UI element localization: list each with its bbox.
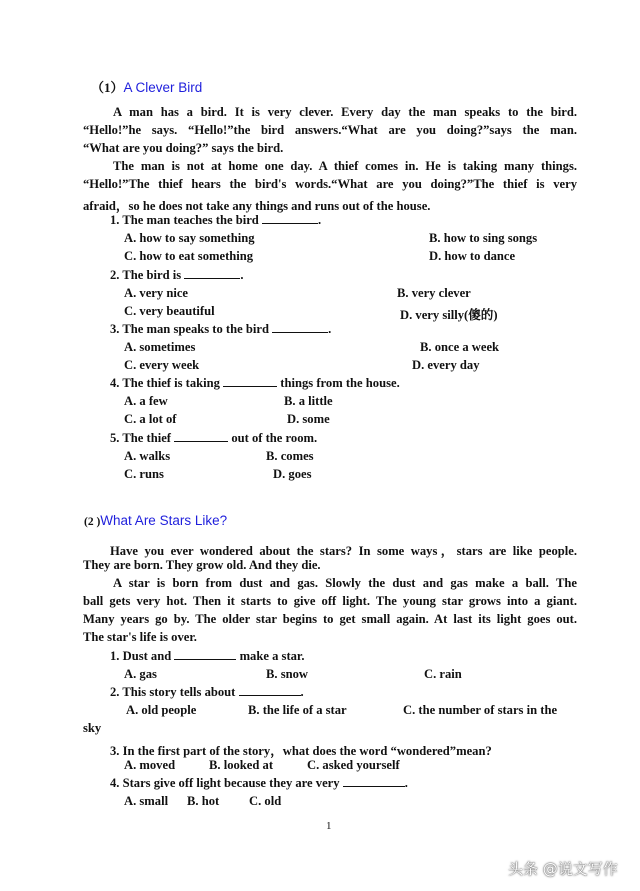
option[interactable]: C. runs: [124, 467, 164, 481]
option-continuation: sky: [83, 721, 102, 735]
passage-1-line: “Hello!”he says. “Hello!”the bird answers.“What are you doing?”says the man.: [83, 123, 577, 137]
option[interactable]: C. old: [249, 794, 282, 808]
answer-blank[interactable]: [223, 376, 277, 387]
question-stem: 1. The man teaches the bird .: [110, 213, 322, 227]
passage-2-title: What Are Stars Like?: [100, 513, 228, 528]
passage-2-line: Have you ever wondered about the stars? In some ways，stars are like people.: [110, 544, 577, 558]
option[interactable]: B. once a week: [420, 340, 500, 354]
passage-2-line: They are born. They grow old. And they die.: [83, 558, 321, 572]
answer-blank[interactable]: [184, 268, 240, 279]
answer-blank[interactable]: [174, 649, 236, 660]
option[interactable]: A. small: [124, 794, 169, 808]
passage-1-line: A man has a bird. It is very clever. Every day the man speaks to the bird.: [113, 105, 577, 119]
answer-blank[interactable]: [343, 776, 405, 787]
option[interactable]: A. a few: [124, 394, 168, 408]
passage-1-line: “Hello!”The thief hears the bird's words.“What are you doing?”The thief is very: [83, 177, 577, 191]
option[interactable]: B. hot: [187, 794, 220, 808]
option[interactable]: C. the number of stars in the: [403, 703, 558, 717]
question-stem: 5. The thief out of the room.: [110, 431, 318, 445]
option[interactable]: D. goes: [273, 467, 312, 481]
option[interactable]: A. gas: [124, 667, 157, 681]
question-stem: 1. Dust and make a star.: [110, 649, 305, 663]
answer-blank[interactable]: [174, 431, 228, 442]
option[interactable]: B. snow: [266, 667, 308, 681]
option[interactable]: A. walks: [124, 449, 171, 463]
option[interactable]: C. rain: [424, 667, 462, 681]
answer-blank[interactable]: [272, 322, 328, 333]
option[interactable]: D. every day: [412, 358, 480, 372]
question-stem: 4. The thief is taking things from the house.: [110, 376, 400, 390]
passage-1-title: A Clever Bird: [123, 80, 203, 95]
passage-2-line: Many years go by. The older star begins to get small again. At last its light goes out.: [83, 612, 577, 626]
option[interactable]: C. every week: [124, 358, 200, 372]
passage-2-heading: [84, 513, 227, 529]
option[interactable]: A. old people: [126, 703, 197, 717]
passage-2-line: The star's life is over.: [83, 630, 197, 644]
option[interactable]: C. a lot of: [124, 412, 177, 426]
option[interactable]: B. very clever: [397, 286, 471, 300]
question-stem: 4. Stars give off light because they are very .: [110, 776, 408, 790]
option[interactable]: B. looked at: [209, 758, 274, 772]
question-stem: 2. The bird is .: [110, 268, 244, 282]
passage-1-line: afraid，so he does not take any things and runs out of the house.: [83, 199, 431, 213]
passage-1-heading: [91, 77, 202, 96]
option[interactable]: A. very nice: [124, 286, 188, 300]
answer-blank[interactable]: [239, 685, 301, 696]
option[interactable]: D. very silly(傻的): [400, 308, 498, 322]
option[interactable]: D. how to dance: [429, 249, 516, 263]
passage-2-line: ball gets very hot. Then it starts to give off light. The young star grows into a giant.: [83, 594, 577, 608]
option[interactable]: D. some: [287, 412, 330, 426]
passage-1-line: “What are you doing?” says the bird.: [83, 141, 284, 155]
passage-1-line: The man is not at home one day. A thief comes in. He is taking many things.: [113, 159, 577, 173]
question-stem: 3. The man speaks to the bird .: [110, 322, 332, 336]
watermark: 头条 @说文写作: [508, 860, 618, 878]
question-stem: 2. This story tells about .: [110, 685, 304, 699]
option[interactable]: B. the life of a star: [248, 703, 347, 717]
option[interactable]: A. how to say something: [124, 231, 255, 245]
option[interactable]: C. very beautiful: [124, 304, 215, 318]
option[interactable]: B. a little: [284, 394, 333, 408]
option[interactable]: A. moved: [124, 758, 176, 772]
question-stem: 3. In the first part of the story，what does the word “wondered”mean?: [110, 744, 492, 758]
answer-blank[interactable]: [262, 213, 318, 224]
option[interactable]: B. how to sing songs: [429, 231, 538, 245]
option[interactable]: A. sometimes: [124, 340, 196, 354]
passage-1-number: （1）: [91, 80, 124, 95]
option[interactable]: C. asked yourself: [307, 758, 400, 772]
passage-2-number: (2 ): [84, 516, 101, 528]
page-number: 1: [326, 820, 332, 832]
option[interactable]: B. comes: [266, 449, 314, 463]
passage-2-line: A star is born from dust and gas. Slowly the dust and gas make a ball. The: [113, 576, 577, 590]
option[interactable]: C. how to eat something: [124, 249, 254, 263]
